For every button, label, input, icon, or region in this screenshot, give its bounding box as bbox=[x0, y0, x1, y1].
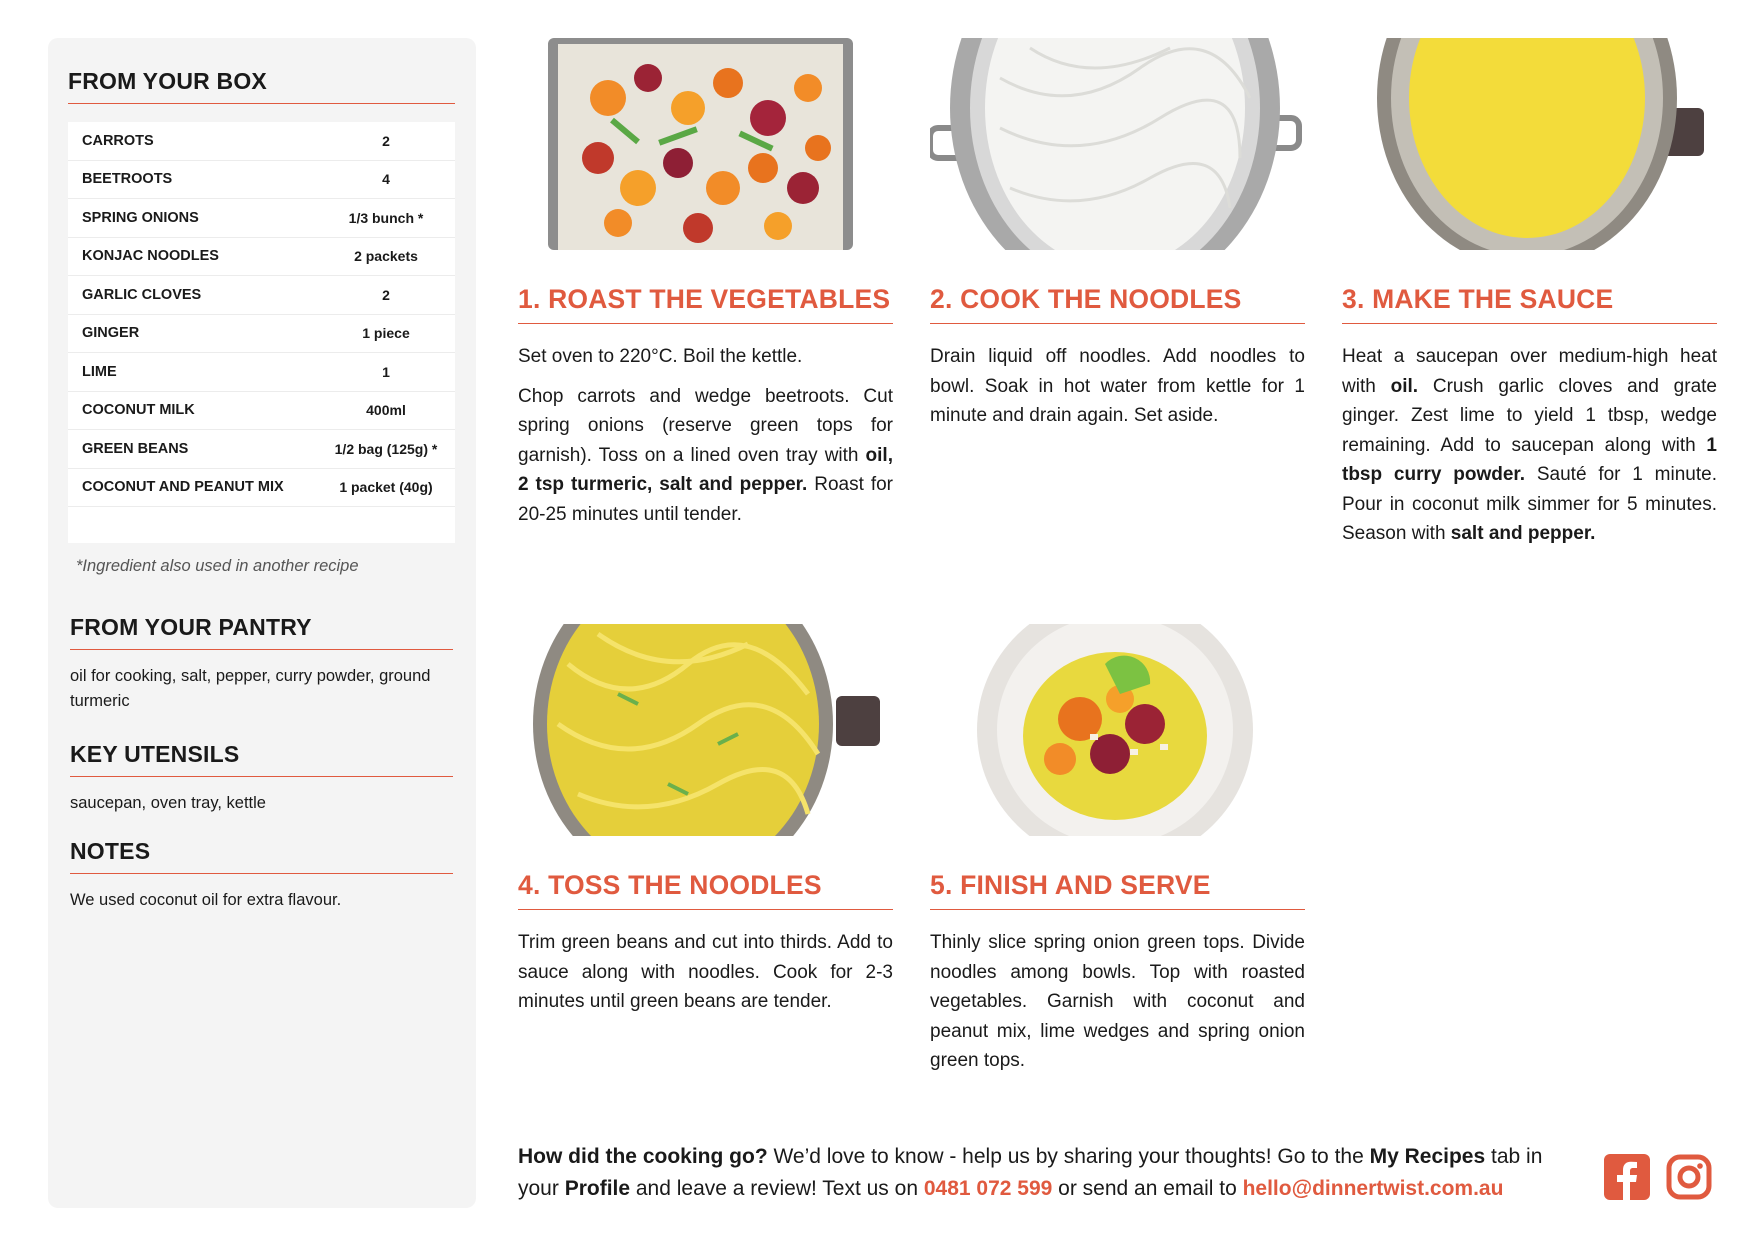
table-row bbox=[68, 430, 455, 469]
ingredient-name: COCONUT AND PEANUT MIX bbox=[68, 468, 317, 507]
utensils-heading: KEY UTENSILS bbox=[70, 741, 453, 777]
step-1-text-2 bbox=[518, 382, 893, 530]
table-row bbox=[68, 353, 455, 392]
pantry-heading: FROM YOUR PANTRY bbox=[70, 614, 453, 650]
ingredients-table bbox=[68, 122, 455, 543]
step-1-title: 1. ROAST THE VEGETABLES bbox=[518, 284, 893, 324]
ingredient-qty: 2 packets bbox=[317, 237, 455, 276]
pantry-text: oil for cooking, salt, pepper, curry powder, ground turmeric bbox=[70, 667, 431, 710]
noodles-colander-photo bbox=[930, 38, 1305, 250]
utensils-text: saucepan, oven tray, kettle bbox=[70, 794, 266, 812]
notes-section bbox=[70, 838, 453, 913]
table-row bbox=[68, 468, 455, 507]
review-footer bbox=[518, 1141, 1578, 1205]
step-3 bbox=[1342, 38, 1717, 549]
ingredient-name: GREEN BEANS bbox=[68, 430, 317, 469]
footer-profile: Profile bbox=[564, 1177, 631, 1200]
spacer-cell bbox=[68, 507, 317, 544]
finished-dish-photo bbox=[930, 624, 1305, 836]
step-2-text: Drain liquid off noodles. Add noodles to bowl. Soak in hot water from kettle for 1 minute and drain again. Set aside. bbox=[930, 346, 1305, 426]
step-2 bbox=[930, 38, 1305, 431]
step-5 bbox=[930, 624, 1305, 1076]
table-row bbox=[68, 199, 455, 238]
table-row bbox=[68, 122, 455, 160]
step-5-text: Thinly slice spring onion green tops. Divide noodles among bowls. Top with roasted vegetables. Garnish with coconut and peanut mix, lime wedges and spring onion green tops. bbox=[930, 932, 1305, 1071]
instagram-icon[interactable] bbox=[1666, 1154, 1712, 1200]
table-row bbox=[68, 160, 455, 199]
from-your-box-heading: FROM YOUR BOX bbox=[68, 68, 455, 104]
ingredient-name: SPRING ONIONS bbox=[68, 199, 317, 238]
step-3-text-b: oil. bbox=[1390, 375, 1419, 397]
ingredient-name: KONJAC NOODLES bbox=[68, 237, 317, 276]
step-1-text-2b: oil, 2 tsp turmeric, salt and pepper. bbox=[518, 444, 893, 495]
utensils-section bbox=[70, 741, 453, 816]
step-3-text-f: salt and pepper. bbox=[1450, 523, 1596, 544]
ingredient-qty: 4 bbox=[317, 160, 455, 199]
step-3-text-e: Sauté for 1 minute. Pour in coconut milk simmer for 5 minutes. Season with bbox=[1342, 464, 1717, 544]
step-4-title: 4. TOSS THE NOODLES bbox=[518, 870, 893, 910]
footer-phone-link[interactable]: 0481 072 599 bbox=[923, 1177, 1053, 1200]
ingredient-name: COCONUT MILK bbox=[68, 391, 317, 430]
footer-text-3: and leave a review! Text us on bbox=[630, 1177, 924, 1200]
step-4 bbox=[518, 624, 893, 1017]
step-1-text-2a: Chop carrots and wedge beetroots. Cut spring onions (reserve green tops for garnish). Toss on a lined oven tray with bbox=[518, 385, 893, 466]
ingredient-name: GARLIC CLOVES bbox=[68, 276, 317, 315]
ingredient-qty: 400ml bbox=[317, 391, 455, 430]
step-5-title: 5. FINISH AND SERVE bbox=[930, 870, 1305, 910]
spacer-cell bbox=[317, 507, 455, 544]
ingredient-qty: 2 bbox=[317, 122, 455, 160]
step-4-text: Trim green beans and cut into thirds. Add to sauce along with noodles. Cook for 2-3 minutes until green beans are tender. bbox=[518, 932, 893, 1012]
from-your-box-section bbox=[68, 68, 455, 576]
toss-noodles-photo bbox=[518, 624, 893, 836]
step-3-text-c: Crush garlic cloves and grate ginger. Zest lime to yield 1 tbsp, wedge remaining. Add to saucepan along with bbox=[1342, 375, 1717, 456]
ingredient-qty: 1 bbox=[317, 353, 455, 392]
notes-heading: NOTES bbox=[70, 838, 453, 874]
step-1-text-1: Set oven to 220°C. Boil the kettle. bbox=[518, 346, 803, 367]
ingredient-name: GINGER bbox=[68, 314, 317, 353]
ingredient-qty: 1 piece bbox=[317, 314, 455, 353]
step-1-text-2c: Roast for 20-25 minutes until tender. bbox=[518, 474, 893, 525]
step-3-text bbox=[1342, 342, 1717, 549]
pantry-section bbox=[70, 614, 453, 714]
step-3-text-d: 1 tbsp curry powder. bbox=[1342, 434, 1717, 485]
ingredient-name: BEETROOTS bbox=[68, 160, 317, 199]
facebook-icon[interactable] bbox=[1604, 1154, 1650, 1200]
table-row bbox=[68, 276, 455, 315]
table-spacer-row bbox=[68, 507, 455, 544]
notes-text: We used coconut oil for extra flavour. bbox=[70, 891, 342, 909]
ingredient-qty: 1/2 bag (125g) * bbox=[317, 430, 455, 469]
table-row bbox=[68, 237, 455, 276]
ingredient-qty: 1 packet (40g) bbox=[317, 468, 455, 507]
ingredient-footnote: *Ingredient also used in another recipe bbox=[76, 557, 359, 575]
footer-text-4: or send an email to bbox=[1052, 1177, 1243, 1200]
table-row bbox=[68, 391, 455, 430]
footer-my-recipes: My Recipes bbox=[1369, 1145, 1486, 1168]
footer-text-1: We’d love to know - help us by sharing your thoughts! Go to the bbox=[767, 1145, 1370, 1168]
sauce-saucepan-photo bbox=[1342, 38, 1717, 250]
table-row bbox=[68, 314, 455, 353]
ingredient-name: CARROTS bbox=[68, 122, 317, 160]
footer-email-link[interactable]: hello@dinnertwist.com.au bbox=[1242, 1177, 1504, 1200]
ingredients-sidebar bbox=[48, 38, 476, 1208]
footer-question: How did the cooking go? bbox=[518, 1145, 768, 1168]
step-1 bbox=[518, 38, 893, 529]
step-3-text-a: Heat a saucepan over medium-high heat with bbox=[1342, 346, 1717, 397]
ingredient-qty: 1/3 bunch * bbox=[317, 199, 455, 238]
step-3-title: 3. MAKE THE SAUCE bbox=[1342, 284, 1717, 324]
roasted-vegetables-photo bbox=[518, 38, 893, 250]
step-2-title: 2. COOK THE NOODLES bbox=[930, 284, 1305, 324]
footer-text-2: tab in your bbox=[518, 1145, 1543, 1200]
ingredient-name: LIME bbox=[68, 353, 317, 392]
ingredient-qty: 2 bbox=[317, 276, 455, 315]
